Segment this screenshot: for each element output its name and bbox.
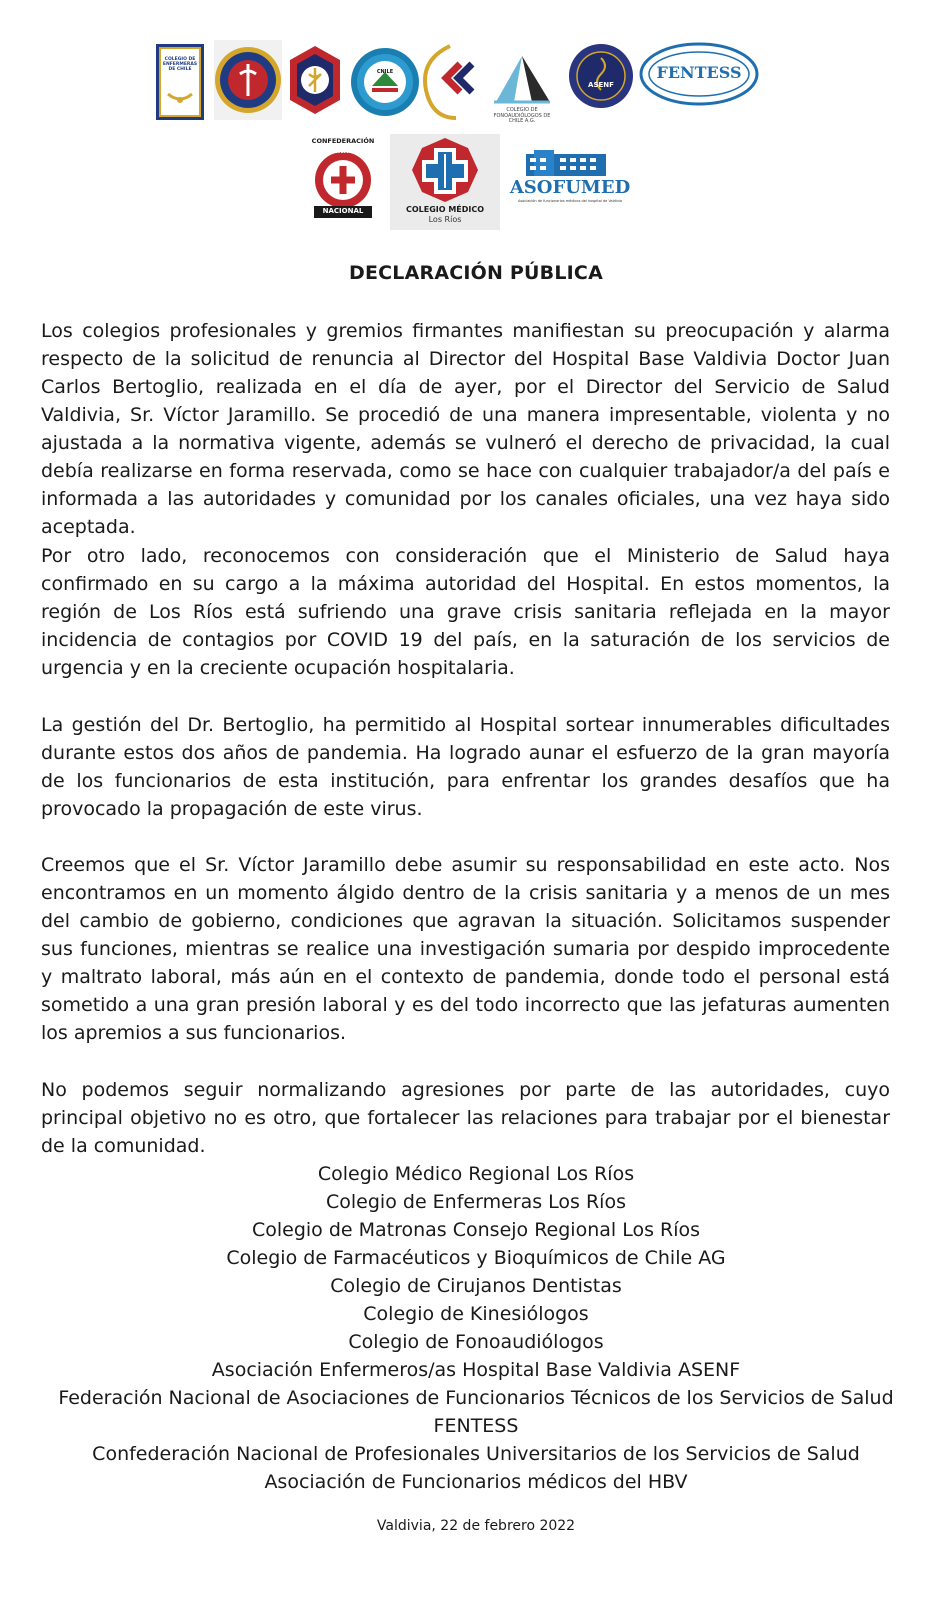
signatory: Colegio de Cirujanos Dentistas (330, 1275, 622, 1297)
signatory: Colegio de Enfermeras Los Ríos (326, 1191, 626, 1213)
document-title: DECLARACIÓN PÚBLICA (349, 262, 603, 284)
colegio-enfermeras-logo-text: COLEGIO DE ENFERMERAS DE CHILE (162, 57, 198, 72)
colegio-cirujanos-dentistas-logo-text: CNILE (376, 69, 394, 75)
signatory: Colegio Médico Regional Los Ríos (317, 1163, 635, 1185)
colegio-kinesiologos-logo (420, 42, 478, 122)
signatory: Colegio de Fonoaudiólogos (348, 1331, 604, 1353)
paragraph-5: No podemos seguir normalizando agresiones por parte de las autoridades, cuyo principal objetivo no es otro, que fortalecer las relaciones para trabajar por el bienestar de la comunidad. (41, 1079, 890, 1157)
signatory: Colegio de Farmacéuticos y Bioquímicos de Chile AG (226, 1247, 726, 1269)
asofumed-logo-sub: Asociación de funcionarios médicos del hospital de Valdivia (517, 199, 623, 203)
asofumed-logo (506, 150, 634, 208)
colegio-medico-logo-line1: COLEGIO MÉDICO (405, 205, 485, 214)
fentess-logo-text: FENTESS (656, 63, 742, 82)
asenf-logo (568, 40, 634, 112)
paragraph-3: La gestión del Dr. Bertoglio, ha permitido al Hospital sortear innumerables dificultades durante estos dos años de pandemia. Ha logrado aunar el esfuerzo de la gran mayoría de los funcionarios de esta institución, para enfrentar los grandes desafíos que ha provocado la propagación de este virus. (41, 714, 890, 820)
signatory: Asociación de Funcionarios médicos del HBV (264, 1471, 688, 1493)
colegio-medico-los-rios-logo (390, 134, 500, 230)
fenats-logo-middle-text: FENATS (329, 147, 357, 155)
place-date-footer: Valdivia, 22 de febrero 2022 (376, 1518, 576, 1534)
fentess-logo (638, 40, 760, 108)
signatory: FENTESS (433, 1415, 519, 1437)
signatory: Confederación Nacional de Profesionales Universitarios de los Servicios de Salud (92, 1443, 860, 1465)
colegio-farmaceuticos-logo (286, 44, 344, 116)
signatories-list (0, 1160, 952, 1496)
colegio-medico-logo-line2: Los Ríos (428, 215, 462, 224)
signatory: Federación Nacional de Asociaciones de Funcionarios Técnicos de los Servicios de Salud (58, 1387, 894, 1409)
paragraph-1: Los colegios profesionales y gremios firmantes manifiestan su preocupación y alarma respecto de la solicitud de renuncia al Director del Hospital Base Valdivia Doctor Juan Carlos Bertoglio, realizada en el día de ayer, por el Director del Servicio de Salud Valdivia, Sr. Víctor Jaramillo. Se procedió de una manera impresentable, violenta y no ajustada a la normativa vigente, además se vulneró el derecho de privacidad, la cual debía realizarse en forma reservada, como se hace con cualquier trabajador/a del país e informada a las autoridades y comunidad por los canales oficiales, una vez haya sido aceptada. (41, 320, 890, 538)
colegio-fonoaudiologos-logo (488, 54, 556, 128)
fenats-logo-bottom-text: NACIONAL (322, 207, 364, 215)
signatory: Colegio de Kinesiólogos (363, 1303, 589, 1325)
paragraph-4: Creemos que el Sr. Víctor Jaramillo debe asumir su responsabilidad en este acto. Nos encontramos en un momento álgido dentro de la crisis sanitaria y a menos de un mes del cambio de gobierno, condiciones que agravan la situación. Solicitamos suspender sus funciones, mientras se realice una investigación sumaria por despido improcedente y maltrato laboral, más aún en el contexto de pandemia, donde todo el personal está sometido a una gran presión laboral y es del todo incorrecto que las jefaturas aumenten los apremios a sus funcionarios. (41, 854, 890, 1044)
asenf-logo-text: ASENF (588, 81, 614, 89)
colegio-cirujanos-dentistas-logo (350, 42, 420, 122)
colegio-fonoaudiologos-logo-text: COLEGIO DE FONOAUDIÓLOGOS DE CHILE A.G. (493, 107, 551, 124)
signatory: Asociación Enfermeros/as Hospital Base Valdivia ASENF (211, 1359, 741, 1381)
colegio-enfermeras-logo (154, 42, 206, 122)
asofumed-logo-name: ASOFUMED (509, 177, 631, 198)
signatory: Colegio de Matronas Consejo Regional Los Ríos (251, 1219, 701, 1241)
fenats-logo (310, 138, 376, 220)
colegio-matronas-logo (214, 40, 282, 120)
paragraph-2: Por otro lado, reconocemos con consideración que el Ministerio de Salud haya confirmado en su cargo a la máxima autoridad del Hospital. En estos momentos, la región de Los Ríos está sufriendo una grave crisis sanitaria reflejada en la mayor incidencia de contagios por COVID 19 del país, en la saturación de los servicios de urgencia y en la creciente ocupación hospitalaria. (41, 545, 890, 679)
fenats-logo-top-text: CONFEDERACIÓN (311, 137, 375, 145)
